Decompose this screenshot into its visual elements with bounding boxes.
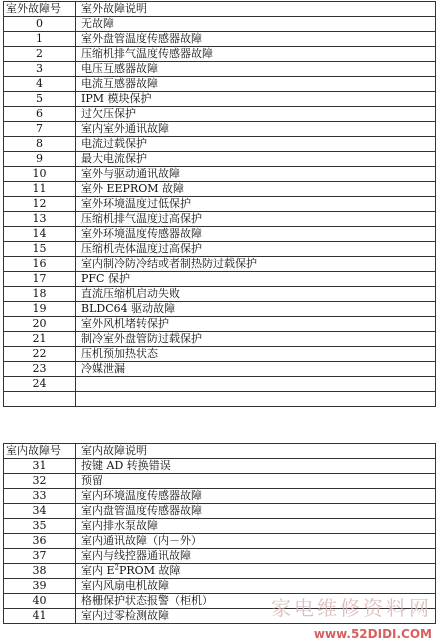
fault-description-cell: 电压互感器故障 xyxy=(76,62,436,77)
table-row xyxy=(4,489,436,504)
fault-code-cell: 8 xyxy=(4,137,76,152)
fault-code-cell: 6 xyxy=(4,107,76,122)
fault-code-cell: 15 xyxy=(4,242,76,257)
fault-code-cell: 9 xyxy=(4,152,76,167)
fault-code-cell: 0 xyxy=(4,17,76,32)
fault-description-cell: IPM 模块保护 xyxy=(76,92,436,107)
fault-code-cell: 39 xyxy=(4,579,76,594)
fault-code-cell: 31 xyxy=(4,459,76,474)
fault-code-cell: 21 xyxy=(4,332,76,347)
table-row xyxy=(4,122,436,137)
table-row xyxy=(4,62,436,77)
table-row xyxy=(4,272,436,287)
table-row xyxy=(4,347,436,362)
table-row xyxy=(4,227,436,242)
fault-code-cell: 1 xyxy=(4,32,76,47)
table-row xyxy=(4,77,436,92)
fault-description-cell: 压缩机排气温度传感器故障 xyxy=(76,47,436,62)
table-row xyxy=(4,377,436,392)
table-row xyxy=(4,17,436,32)
fault-description-cell: 室内过零检测故障 xyxy=(76,609,436,624)
table-row xyxy=(4,242,436,257)
fault-code-cell: 23 xyxy=(4,362,76,377)
table-row xyxy=(4,317,436,332)
fault-code-cell: 24 xyxy=(4,377,76,392)
table-row xyxy=(4,197,436,212)
fault-code-cell: 16 xyxy=(4,257,76,272)
fault-code-cell: 38 xyxy=(4,564,76,579)
fault-description-cell: 按键 AD 转换错误 xyxy=(76,459,436,474)
fault-code-cell: 37 xyxy=(4,549,76,564)
fault-code-cell: 5 xyxy=(4,92,76,107)
table-row xyxy=(4,302,436,317)
outdoor-fault-table xyxy=(3,1,436,407)
fault-code-cell: 11 xyxy=(4,182,76,197)
fault-description-cell: 室外与驱动通讯故障 xyxy=(76,167,436,182)
fault-description-cell: 无故障 xyxy=(76,17,436,32)
table-row xyxy=(4,107,436,122)
fault-description-cell: 压缩机壳体温度过高保护 xyxy=(76,242,436,257)
header-code-cell: 室内故障号 xyxy=(4,444,76,459)
fault-code-cell xyxy=(4,392,76,407)
table-header-row xyxy=(4,444,436,459)
table-row xyxy=(4,212,436,227)
fault-code-cell: 10 xyxy=(4,167,76,182)
table-header-row xyxy=(4,2,436,17)
fault-code-cell: 36 xyxy=(4,534,76,549)
table-row xyxy=(4,549,436,564)
fault-description-cell: 室内排水泵故障 xyxy=(76,519,436,534)
fault-description-cell: BLDC64 驱动故障 xyxy=(76,302,436,317)
fault-code-cell: 13 xyxy=(4,212,76,227)
fault-code-cell: 4 xyxy=(4,77,76,92)
fault-description-cell: 室外风机堵转保护 xyxy=(76,317,436,332)
fault-code-cell: 33 xyxy=(4,489,76,504)
fault-description-cell: 室内盘管温度传感器故障 xyxy=(76,504,436,519)
fault-code-cell: 19 xyxy=(4,302,76,317)
fault-description-cell: PFC 保护 xyxy=(76,272,436,287)
fault-description-cell: 室内室外通讯故障 xyxy=(76,122,436,137)
table-row xyxy=(4,459,436,474)
fault-description-cell xyxy=(76,377,436,392)
table-row xyxy=(4,92,436,107)
table-row xyxy=(4,474,436,489)
fault-code-cell: 14 xyxy=(4,227,76,242)
fault-code-cell: 17 xyxy=(4,272,76,287)
table-row xyxy=(4,534,436,549)
fault-code-cell: 40 xyxy=(4,594,76,609)
fault-description-cell xyxy=(76,392,436,407)
watermark-url: www.52DIDI.COM xyxy=(313,627,432,641)
fault-description-cell: 室内制冷防冷结或者制热防过载保护 xyxy=(76,257,436,272)
table-row xyxy=(4,392,436,407)
fault-code-cell: 12 xyxy=(4,197,76,212)
table-row xyxy=(4,362,436,377)
fault-description-cell: 室外 EEPROM 故障 xyxy=(76,182,436,197)
fault-description-cell: 最大电流保护 xyxy=(76,152,436,167)
fault-description-cell: 室外环境温度过低保护 xyxy=(76,197,436,212)
fault-code-cell: 34 xyxy=(4,504,76,519)
fault-description-cell: 压机预加热状态 xyxy=(76,347,436,362)
fault-description-cell: 电流过载保护 xyxy=(76,137,436,152)
fault-code-cell: 2 xyxy=(4,47,76,62)
fault-description-cell: 室外环境温度传感器故障 xyxy=(76,227,436,242)
fault-description-cell: 制冷室外盘管防过载保护 xyxy=(76,332,436,347)
header-desc-cell: 室内故障说明 xyxy=(76,444,436,459)
fault-description-cell: 室内 $E^2PROM$ 故障 xyxy=(76,564,436,579)
watermark-site-name: 家电维修资料网 xyxy=(271,596,432,620)
fault-description-cell: 格栅保护状态报警（柜机） xyxy=(76,594,436,609)
fault-code-cell: 22 xyxy=(4,347,76,362)
table-row xyxy=(4,32,436,47)
fault-code-cell: 18 xyxy=(4,287,76,302)
table-row xyxy=(4,519,436,534)
fault-description-cell: 室外盘管温度传感器故障 xyxy=(76,32,436,47)
fault-description-cell: 冷媒泄漏 xyxy=(76,362,436,377)
fault-description-cell: 室内与线控器通讯故障 xyxy=(76,549,436,564)
fault-code-cell: 41 xyxy=(4,609,76,624)
fault-code-cell: 7 xyxy=(4,122,76,137)
fault-description-cell: 室内环境温度传感器故障 xyxy=(76,489,436,504)
fault-description-cell: 过欠压保护 xyxy=(76,107,436,122)
table-row xyxy=(4,137,436,152)
table-row xyxy=(4,152,436,167)
table-row xyxy=(4,167,436,182)
fault-description-cell: 直流压缩机启动失败 xyxy=(76,287,436,302)
fault-code-cell: 35 xyxy=(4,519,76,534)
fault-code-cell: 32 xyxy=(4,474,76,489)
fault-description-cell: 预留 xyxy=(76,474,436,489)
table-row xyxy=(4,182,436,197)
table-row xyxy=(4,47,436,62)
header-desc-cell: 室外故障说明 xyxy=(76,2,436,17)
fault-description-cell: 室内风扇电机故障 xyxy=(76,579,436,594)
fault-code-cell: 20 xyxy=(4,317,76,332)
table-row xyxy=(4,564,436,579)
fault-description-cell: 室内通讯故障（内－外） xyxy=(76,534,436,549)
fault-description-cell: 电流互感器故障 xyxy=(76,77,436,92)
table-row xyxy=(4,332,436,347)
fault-description-cell: 压缩机排气温度过高保护 xyxy=(76,212,436,227)
table-row xyxy=(4,504,436,519)
table-row xyxy=(4,257,436,272)
header-code-cell: 室外故障号 xyxy=(4,2,76,17)
fault-code-cell: 3 xyxy=(4,62,76,77)
table-row xyxy=(4,287,436,302)
